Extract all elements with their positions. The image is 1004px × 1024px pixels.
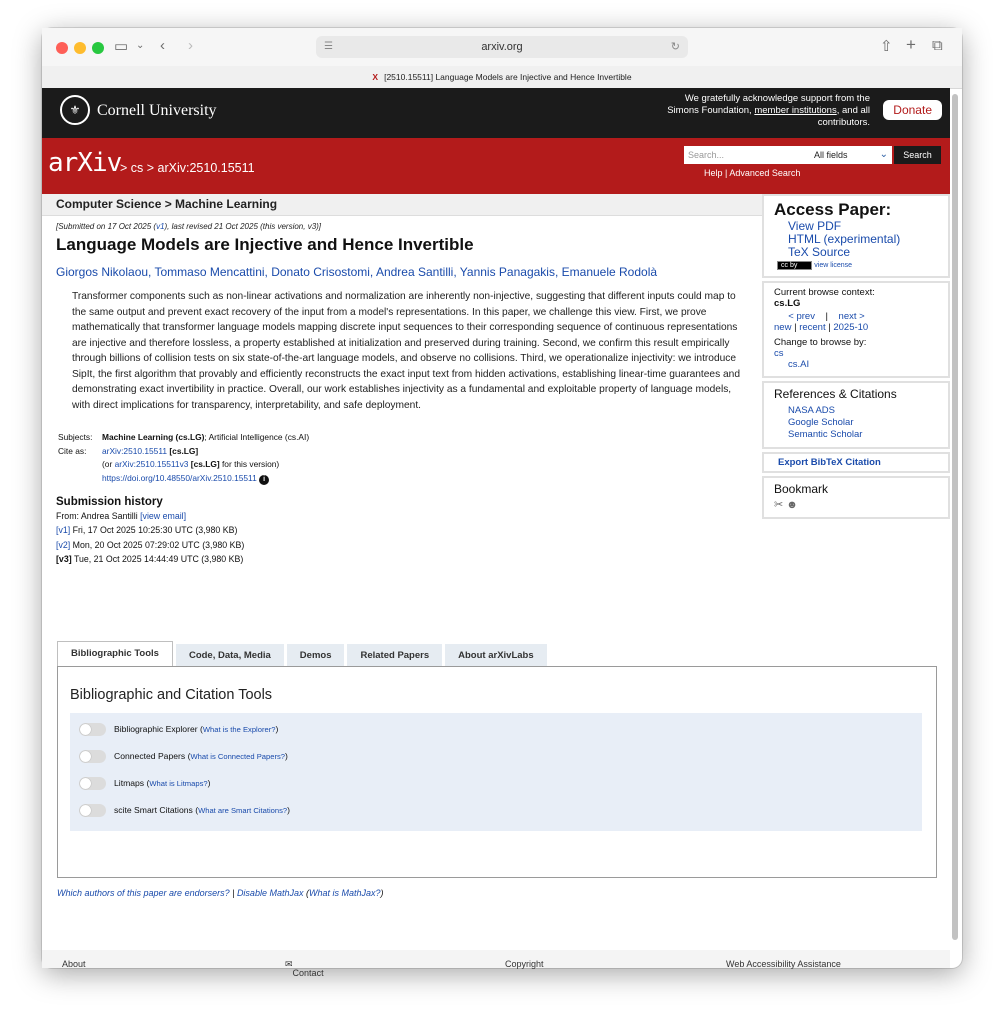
secondary-subject: ; Artificial Intelligence (cs.AI) [204,432,310,442]
nasa-ads-link[interactable]: NASA ADS [788,405,835,416]
bibsonomy-icon[interactable]: ✂ [774,499,784,511]
ack-line-1: We gratefully acknowledge support from the [684,93,870,104]
tab-related-papers[interactable]: Related Papers [347,644,442,667]
references-box [762,381,950,449]
reddit-icon[interactable]: ☻ [786,499,798,511]
url-text: arxiv.org [481,41,523,53]
breadcrumb[interactable]: > cs > arXiv:2510.15511 [120,161,255,175]
arxiv-logo[interactable]: arXiv [48,148,122,178]
cite-row [58,445,762,459]
paper-title: Language Models are Injective and Hence Invertible [56,235,474,254]
recent-link[interactable]: recent [799,322,826,333]
new-link[interactable]: new [774,322,792,333]
tool-row: scite Smart Citations (What are Smart Citations?) [79,804,290,820]
bookmark-title: Bookmark [774,482,829,496]
tex-source-link[interactable]: TeX Source [788,245,851,259]
paper-metadata [58,431,762,485]
version-date: Mon, 20 Oct 2025 07:29:02 UTC (3,980 KB) [70,539,245,550]
tool-label: Bibliographic Explorer [114,723,200,734]
subjects-row [58,431,762,445]
cite-version-row [58,458,762,472]
web-page [42,88,950,978]
doi-link[interactable]: https://doi.org/10.48550/arXiv.2510.15511 [102,472,257,483]
litmaps-toggle[interactable] [79,777,106,790]
change-browse-label: Change to browse by: [774,337,867,348]
ack-line-3: contributors. [817,117,870,128]
version-link[interactable]: [v2] [56,539,71,550]
history-version [56,552,762,566]
tab-title: [2510.15511] Language Models are Injective and Hence Invertible [384,72,632,82]
footer-contact-link[interactable]: ✉ Contact [285,959,324,978]
submission-history [56,495,762,566]
doi-row [58,472,762,486]
revised-text: ), last revised 21 Oct 2025 (this version, v3)] [164,222,322,231]
browser-window [42,28,962,978]
acknowledgement [610,93,870,129]
cite-category: [cs.LG] [169,445,199,456]
page-settings-icon[interactable]: ☰ [324,41,333,52]
tool-row: Connected Papers (What is Connected Papers?) [79,750,288,766]
forward-icon[interactable]: › [188,37,193,54]
tool-label: Connected Papers [114,750,188,761]
search-input[interactable]: Search... [684,146,812,164]
tools-heading: Bibliographic and Citation Tools [70,687,273,703]
tool-row: Bibliographic Explorer (What is the Explorer?) [79,723,278,739]
view-pdf-link[interactable]: View PDF [788,219,842,233]
author-list: Giorgos Nikolaou, Tommaso Mencattini, Donato Crisostomi, Andrea Santilli, Yannis Panagakis, Emanuele Rodolà [56,265,658,279]
tool-label: scite Smart Citations [114,804,196,815]
endorsers-line: Which authors of this paper are endorsers? | Disable MathJax (What is MathJax?) [57,888,384,898]
google-scholar-link[interactable]: Google Scholar [788,417,854,428]
new-tab-icon[interactable]: + [906,35,916,54]
chevron-down-icon[interactable]: ⌄ [136,40,145,51]
bibliographic-explorer-toggle[interactable] [79,723,106,736]
next-link[interactable]: next > [838,311,865,322]
author-link[interactable]: Giorgos Nikolaou [56,265,149,279]
info-icon[interactable]: i [259,475,269,485]
export-bibtex-link[interactable]: Export BibTeX Citation [778,457,881,468]
chevron-down-icon: ⌄ [879,149,888,160]
tools-panel [57,666,937,878]
tab-bar[interactable] [42,66,962,89]
footer-about-link[interactable]: About [62,959,86,969]
references-title: References & Citations [774,387,897,401]
tab-demos[interactable]: Demos [287,644,345,667]
history-version [56,523,762,537]
submission-line [56,222,762,231]
tool-row: Litmaps (What is Litmaps?) [79,777,210,793]
what-is-mathjax-link[interactable]: What is MathJax? [308,888,381,898]
footer-accessibility-link[interactable]: Web Accessibility Assistance [726,959,841,969]
browse-csai-link[interactable]: cs.AI [788,359,810,370]
cornell-banner [42,88,950,138]
cite-version-prefix: (or [102,459,115,469]
abstract: Transformer components such as non-linear activations and normalization are inherently non-injective, suggesting that different inputs could map to the same output and prevent exact recovery of the input from a model's representations. In this paper, we challenge this view. First, we prove mathematically that transformer language models mapping discrete input sequences to their corresponding sequence of continuous representations are injective and therefore lossless, a property established at initialization and preserved during training. Second, we confirm this result empirically through billions of collision tests on six state-of-the-art language models, and observe no collisions. Third, we operationalize injectivity: we introduce SipIt, the first algorithm that provably and efficiently reconstructs the exact input text from hidden activations, establishing linear-time guarantees and demonstrating exact invertibility in practice. Overall, our work establishes injectivity as a fundamental and exploitable property of language models, with direct implications for transparency, interpretability, and safe deployment. [72,291,741,411]
ack-text: Simons Foundation, [667,105,755,116]
browse-context-value: cs.LG [774,298,801,309]
browser-toolbar [42,28,962,66]
current-version-tag: [v3] [56,553,72,564]
author-link[interactable]: Emanuele Rodolà [561,265,658,279]
history-from-text: From: Andrea Santilli [56,511,141,522]
author-link[interactable]: Tommaso Mencattini [154,265,265,279]
version-link[interactable]: [v1] [56,525,71,536]
scite-toggle[interactable] [79,804,106,817]
submitted-text: [Submitted on 17 Oct 2025 ( [56,222,157,231]
cite-label: Cite as: [58,445,87,456]
close-window-button[interactable] [56,42,68,54]
footer-copyright-link[interactable]: Copyright [505,959,544,969]
view-email-link[interactable]: [view email] [140,511,187,522]
author-link[interactable]: Donato Crisostomi [271,265,370,279]
tab-overview-icon[interactable]: ⧉ [932,37,943,54]
tab-about-arxivlabs[interactable]: About arXivLabs [445,644,547,667]
view-license-link[interactable]: view license [814,262,853,269]
ack-text-tail: , and all [836,105,870,116]
cite-id-link[interactable]: arXiv:2510.15511 [102,445,168,456]
browse-context-box: Current browse context: cs.LG < prev | next > new | recent | 2025-10 Change to browse by: cs cs.AI [762,281,950,378]
cornell-logo-text[interactable]: Cornell University [97,102,217,119]
tools-list [70,713,922,831]
search-button[interactable]: Search [894,146,941,164]
author-link[interactable]: Yannis Panagakis [459,265,555,279]
tool-help-link[interactable]: What are Smart Citations? [198,805,288,815]
separator: | [229,888,237,898]
month-link[interactable]: 2025-10 [833,322,869,333]
back-icon[interactable]: ‹ [160,37,165,54]
member-institutions-link[interactable]: member institutions [754,105,837,116]
footer [42,950,950,978]
search-field-select[interactable] [810,146,892,164]
cite-version-suffix: for this version) [219,459,280,469]
tab-code-data-media[interactable]: Code, Data, Media [176,644,284,667]
html-experimental-link[interactable]: HTML (experimental) [788,232,901,246]
tool-tabs [57,641,937,667]
access-paper-box [762,194,950,278]
ack-line-2 [610,105,870,117]
subjects-label: Subjects: [58,432,93,442]
primary-subject: Machine Learning (cs.LG) [102,432,205,442]
donate-button[interactable]: Donate [883,100,942,120]
sidebar-toggle-icon[interactable]: ▭ [114,38,129,55]
browse-cs-link[interactable]: cs [774,348,784,359]
share-icon[interactable]: ⇧ [880,38,893,55]
export-box [762,452,950,473]
help-link[interactable]: Help [704,168,723,178]
sidebar [762,194,950,522]
address-bar[interactable] [316,36,688,58]
arxiv-favicon-icon: X [372,72,379,82]
cite-version-category: [cs.LG] [190,459,220,469]
semantic-scholar-link[interactable]: Semantic Scholar [788,429,863,440]
tool-help-link[interactable]: What is Connected Papers? [190,751,286,761]
tool-label: Litmaps [114,777,147,788]
cornell-seal-icon[interactable]: ⚜ [60,95,90,125]
connected-papers-toggle[interactable] [79,750,106,763]
reload-icon[interactable]: ↻ [670,41,680,53]
endorsers-link[interactable]: Which authors of this paper are endorsers? [57,888,230,898]
bookmark-box [762,476,950,519]
help-links [704,168,800,178]
disable-mathjax-link[interactable]: Disable MathJax [236,888,304,898]
zoom-window-button[interactable] [92,42,104,54]
tab-bibliographic-tools[interactable]: Bibliographic Tools [57,641,173,667]
cc-license-badge-icon[interactable]: cc by [777,261,812,270]
history-from [56,509,762,523]
history-version [56,538,762,552]
author-link[interactable]: Andrea Santilli [375,265,454,279]
prev-link[interactable]: < prev [788,311,815,322]
v1-link[interactable]: v1 [156,222,165,231]
access-paper-title: Access Paper: [774,200,892,219]
advanced-search-link[interactable]: Advanced Search [729,168,801,178]
cite-version-link[interactable]: arXiv:2510.15511v3 [114,459,189,469]
page-scrollbar[interactable] [952,94,958,940]
tool-help-link[interactable]: What is Litmaps? [149,778,208,788]
subject-header: Computer Science > Machine Learning [42,194,762,216]
separator: | [825,311,828,322]
help-separator: | [722,168,730,178]
history-heading: Submission history [56,496,163,508]
browse-context-label: Current browse context: [774,287,875,298]
arxiv-header [42,138,950,194]
main-content [42,194,762,566]
footer-contact-text: Contact [292,968,324,978]
version-date: Tue, 21 Oct 2025 14:44:49 UTC (3,980 KB) [71,553,244,564]
tool-help-link[interactable]: What is the Explorer? [202,724,276,734]
search-field-value: All fields [814,150,848,160]
minimize-window-button[interactable] [74,42,86,54]
version-date: Fri, 17 Oct 2025 10:25:30 UTC (3,980 KB) [70,525,238,536]
